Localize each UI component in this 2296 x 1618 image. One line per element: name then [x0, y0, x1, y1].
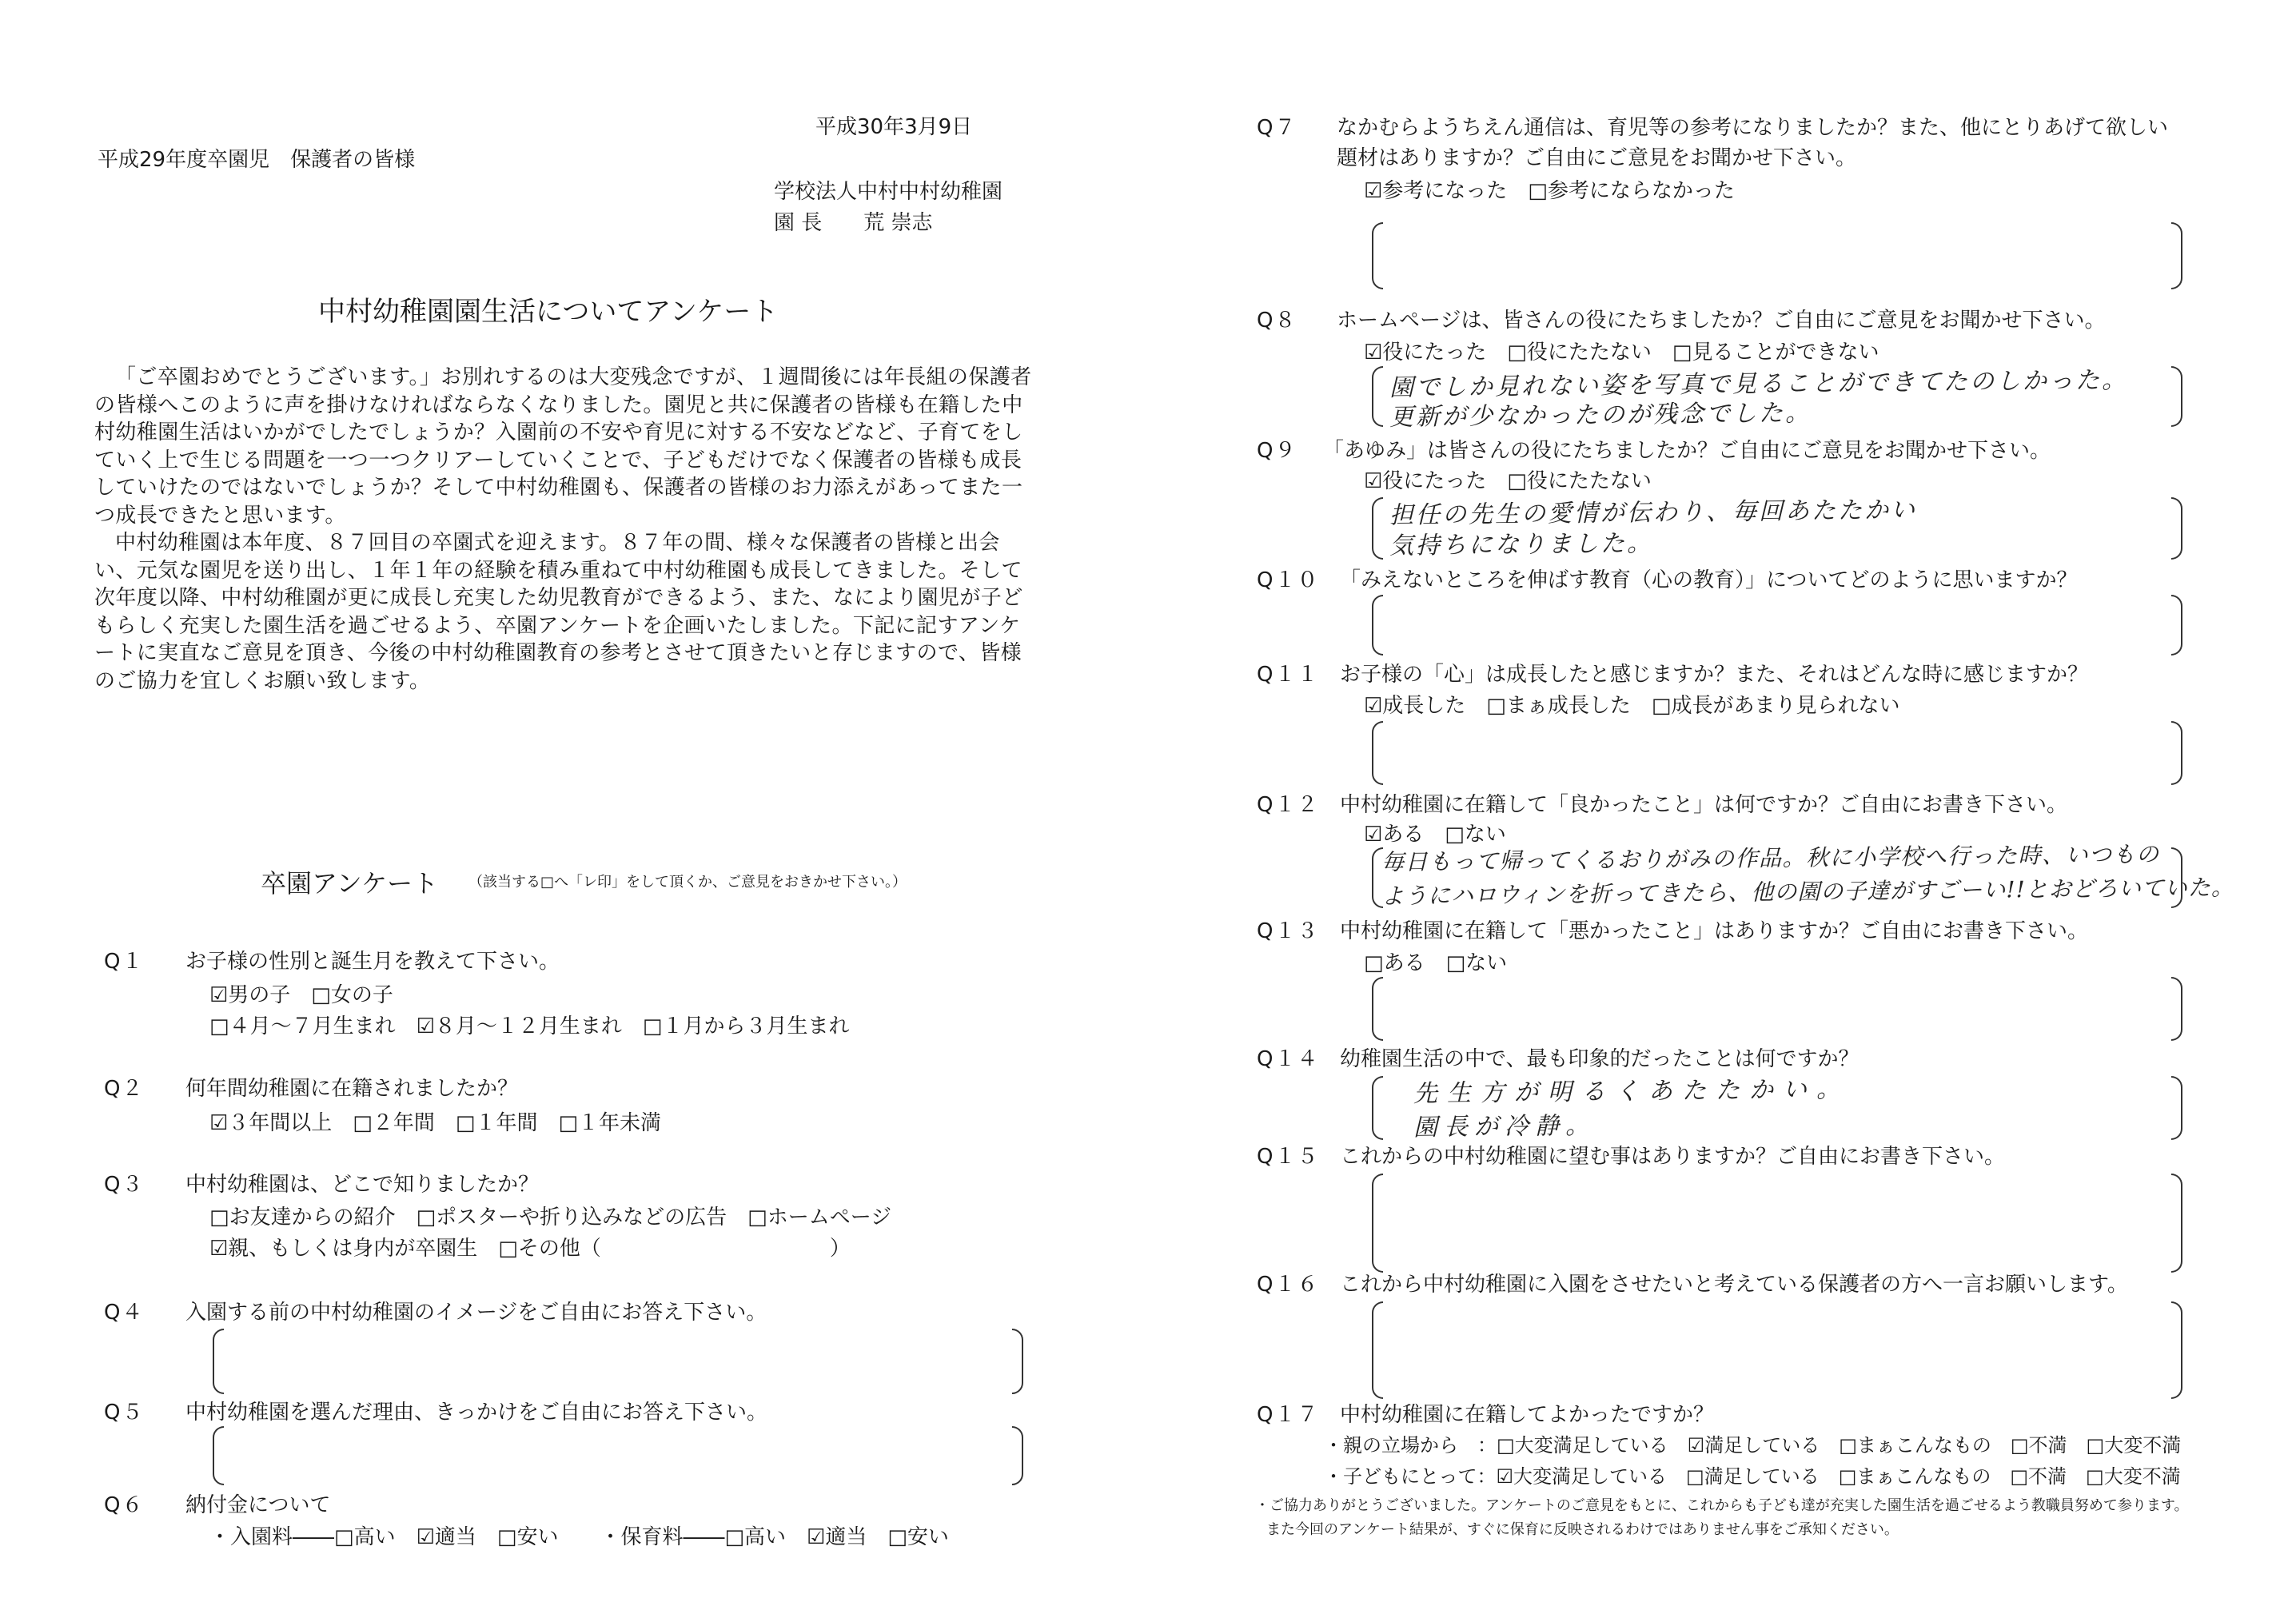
answer-box-right: [2171, 977, 2182, 1041]
answer-box-left: [1372, 977, 1383, 1041]
handwritten-answer-line: 気持ちになりました。: [1389, 529, 1654, 560]
question-text: 「あゆみ」は皆さんの役にたちましたか？ご自由にご意見をお聞かせ下さい。: [1323, 439, 2051, 463]
q12-options[interactable]: ☑ある □ない: [1364, 823, 1506, 847]
question-text: 中村幼稚園は、どこで知りましたか？: [185, 1173, 540, 1197]
question-text: 何年間幼稚園に在籍されましたか？: [185, 1077, 519, 1101]
handwritten-answer-line: 園でしか見れない姿を写真で見ることができてたのしかった。: [1389, 366, 2129, 402]
question-text: ホームページは、皆さんの役にたちましたか？ご自由にご意見をお聞かせ下さい。: [1337, 309, 2106, 333]
q1-birth-month-options[interactable]: □４月〜７月生まれ ☑８月〜１２月生まれ □１月から３月生まれ: [209, 1014, 850, 1038]
handwritten-answer-line: ようにハロウィンを折ってきたら、他の園の子達がすごーい!!とおどろいていた。: [1381, 874, 2235, 910]
answer-box-right: [2171, 366, 2182, 427]
survey-instruction: （該当する□へ「レ印」をして頂くか、ご意見をおきかせ下さい。）: [468, 874, 907, 891]
q2-options[interactable]: ☑３年間以上 □２年間 □１年間 □１年未満: [209, 1111, 662, 1135]
answer-box-right: [2171, 595, 2182, 656]
question-text-cont: 題材はありますか？ご自由にご意見をお聞かせ下さい。: [1337, 146, 1857, 170]
q6-fee-options[interactable]: ・入園料――□高い ☑適当 □安い ・保育料――□高い ☑適当 □安い: [209, 1525, 949, 1549]
question-text: お子様の「心」は成長したと感じますか？また、それはどんな時に感じますか？: [1340, 663, 2089, 687]
answer-box-left: [1372, 1174, 1383, 1273]
question-number: Q１２: [1257, 793, 1320, 817]
answer-box-left: [213, 1329, 224, 1394]
question-number: Q１５: [1257, 1145, 1320, 1169]
organization-name: 学校法人中村中村幼稚園: [774, 180, 1003, 204]
question-number: Q１７: [1257, 1403, 1320, 1427]
q8-options[interactable]: ☑役にたった □役にたたない □見ることができない: [1364, 341, 1879, 365]
answer-box-right: [1012, 1329, 1023, 1394]
question-number: Q９: [1257, 439, 1297, 463]
q17-parent-satisfaction-options[interactable]: ・親の立場から ：□大変満足している ☑満足している □まぁこんなもの □不満 □大変不満: [1324, 1434, 2182, 1457]
question-number: Q１３: [1257, 919, 1320, 943]
q11-options[interactable]: ☑成長した □まぁ成長した □成長があまり見られない: [1364, 694, 1900, 718]
question-number: Q４: [104, 1301, 145, 1325]
question-text: 中村幼稚園に在籍して「悪かったこと」はありますか？ご自由にお書き下さい。: [1340, 919, 2089, 943]
footer-thanks: ・ご協力ありがとうございました。アンケートのご意見をもとに、これからも子ども達が充実した園生活を過ごせるよう教職員努めて参ります。: [1255, 1497, 2189, 1514]
answer-box-left: [1372, 721, 1383, 785]
answer-box-left: [1372, 1301, 1383, 1399]
intro-text: [94, 364, 1038, 695]
question-number: Q１６: [1257, 1273, 1320, 1297]
question-number: Q１０: [1257, 568, 1320, 592]
question-text: 中村幼稚園に在籍して「良かったこと」は何ですか？ご自由にお書き下さい。: [1340, 793, 2068, 817]
answer-box-right: [2171, 721, 2182, 785]
handwritten-answer-line: 園長が冷静。: [1413, 1111, 1596, 1142]
question-number: Q１１: [1257, 663, 1320, 687]
question-text: 入園する前の中村幼稚園のイメージをご自由にお答え下さい。: [185, 1301, 767, 1325]
question-text: これから中村幼稚園に入園をさせたいと考えている保護者の方へ一言お願いします。: [1340, 1273, 2128, 1297]
intro-paragraph-1: 「ご卒園おめでとうございます。」お別れするのは大変残念ですが、１週間後には年長組の保護者の皆様へこのように声を掛けなければならなくなりました。園児と共に保護者の皆様も在籍した中村幼稚園生活はいかがでしたでしょうか？入園前の不安や育児に対する不安などなど、子育てをしていく上で生じる問題を一つ一つクリアーしていくことで、子どもだけでなく保護者の皆様も成長していけたのではないでしょうか？そして中村幼稚園も、保護者の皆様のお力添えがあってまた一つ成長できたと思います。: [94, 365, 1032, 528]
answer-box-left: [1372, 222, 1383, 289]
question-text: 中村幼稚園に在籍してよかったですか？: [1340, 1403, 1715, 1427]
footer-note: また今回のアンケート結果が、すぐに保育に反映されるわけではありません事をご承知ください。: [1266, 1521, 1899, 1538]
q17-child-satisfaction-options[interactable]: ・子どもにとって：☑大変満足している □満足している □まぁこんなもの □不満 □大変不満: [1324, 1465, 2181, 1488]
question-text: なかむらようちえん通信は、育児等の参考になりましたか？また、他にとりあげて欲しい: [1337, 116, 2169, 140]
question-number: Q６: [104, 1493, 145, 1517]
q3-options-2[interactable]: ☑親、もしくは身内が卒園生 □その他（ ）: [209, 1237, 851, 1261]
handwritten-answer-line: 更新が少なかったのが残念でした。: [1389, 399, 1812, 432]
question-number: Q１: [104, 950, 145, 974]
question-text: お子様の性別と誕生月を教えて下さい。: [185, 950, 560, 974]
q1-gender-options[interactable]: ☑男の子 □女の子: [209, 983, 393, 1007]
answer-box-left: [1372, 1076, 1383, 1140]
q13-options[interactable]: □ある □ない: [1364, 951, 1508, 975]
question-text: 中村幼稚園を選んだ理由、きっかけをご自由にお答え下さい。: [185, 1401, 768, 1425]
question-number: Q７: [1257, 116, 1297, 140]
answer-box-right: [2171, 497, 2182, 560]
question-number: Q１４: [1257, 1047, 1320, 1071]
question-number: Q２: [104, 1077, 145, 1101]
answer-box-left: [1372, 595, 1383, 656]
answer-box-right: [2171, 1076, 2182, 1140]
recipient-line: 平成29年度卒園児 保護者の皆様: [98, 148, 416, 172]
page-title: 中村幼稚園園生活についてアンケート: [318, 296, 779, 328]
intro-paragraph-2: 中村幼稚園は本年度、８７回目の卒園式を迎えます。８７年の間、様々な保護者の皆様と出会い、元気な園児を送り出し、１年１年の経験を積み重ねて中村幼稚園も成長してきました。そして次年度以降、中村幼稚園が更に成長し充実した幼児教育ができるよう、また、なにより園児が子どもらしく充実した園生活を過ごせるよう、卒園アンケートを企画いたしました。下記に記すアンケートに実直なご意見を頂き、今後の中村幼稚園教育の参考とさせて頂きたいと存じますので、皆様のご協力を宜しくお願い致します。: [94, 531, 1023, 693]
q7-options[interactable]: ☑参考になった □参考にならなかった: [1364, 179, 1735, 203]
question-number: Q８: [1257, 309, 1297, 333]
answer-box-right: [2171, 1301, 2182, 1399]
handwritten-answer-line: 毎日もって帰ってくるおりがみの作品。秋に小学校へ行った時、いつもの: [1381, 840, 2160, 876]
answer-box-right: [2171, 1174, 2182, 1273]
question-text: これからの中村幼稚園に望む事はありますか？ご自由にお書き下さい。: [1340, 1145, 2006, 1169]
handwritten-answer-line: 先生方が明るくあたたかい。: [1413, 1075, 1851, 1108]
document-date: 平成30年3月9日: [815, 115, 973, 139]
answer-box-left: [1372, 497, 1383, 560]
handwritten-answer-line: 担任の先生の愛情が伝わり、毎回あたたかい: [1389, 496, 1918, 530]
question-number: Q５: [104, 1401, 145, 1425]
answer-box-left: [213, 1426, 224, 1485]
answer-box-left: [1372, 366, 1383, 427]
q3-options[interactable]: □お友達からの紹介 □ポスターや折り込みなどの広告 □ホームページ: [209, 1206, 892, 1229]
survey-heading: 卒園アンケート: [261, 868, 439, 899]
question-text: 「みえないところを伸ばす教育（心の教育）」についてどのように思いますか？: [1340, 568, 2078, 592]
principal-name: 園 長 荒 崇志: [774, 211, 933, 235]
question-number: Q３: [104, 1173, 145, 1197]
q9-options[interactable]: ☑役にたった □役にたたない: [1364, 469, 1652, 493]
answer-box-right: [2171, 222, 2182, 289]
question-text: 納付金について: [185, 1493, 331, 1517]
answer-box-right: [1012, 1426, 1023, 1485]
question-text: 幼稚園生活の中で、最も印象的だったことは何ですか？: [1340, 1047, 1860, 1071]
